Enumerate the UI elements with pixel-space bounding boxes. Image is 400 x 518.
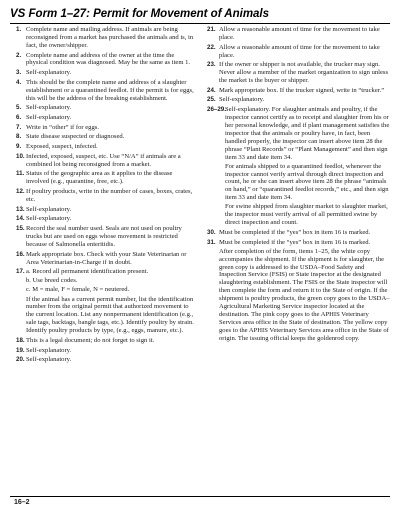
item-text: Status of the geographic area as it applies to the disease involved (e.g., quarantine, free, etc.). (26, 170, 173, 186)
item-text: If poultry products, write in the number of cases, boxes, crates, etc. (26, 188, 193, 203)
item-number: 17. (16, 268, 25, 276)
item-text: Self-explanatory. For slaughter animals and poultry, if the inspector cannot certify as to receipt and slaughter from his or her personal knowledge, and if plant management satisfies the inspector that the animals or poultry have, in fact, been handled properly, the inspector can insert above item 28 the phrase “Plant Records” or “Plant Management” and then sign item 33 and date item 34. (225, 106, 390, 161)
page-number: 16–2 (14, 499, 30, 506)
item-text: Self-explanatory. (26, 346, 72, 354)
instruction-item (16, 143, 197, 151)
page-footer (10, 496, 390, 506)
item-text: This should be the complete name and address of a slaughter establishment or a quarantined feedlot. If the permit is for eggs, this will be the address of the breaking establishment. (26, 78, 194, 102)
instruction-item (207, 229, 390, 237)
item-number: 12. (16, 188, 25, 196)
instruction-item (16, 104, 197, 112)
instruction-item (207, 106, 390, 227)
item-text: Complete name and address of the owner at the time the physical condition was diagnosed. May be the same as item 1. (26, 51, 191, 67)
footer-divider (10, 496, 390, 497)
instruction-item (16, 251, 197, 267)
page-title: VS Form 1–27: Permit for Movement of Animals (10, 8, 270, 20)
item-text: Allow a reasonable amount of time for the movement to take place. (219, 43, 380, 59)
item-number: 15. (16, 225, 25, 233)
item-number: 16. (16, 250, 25, 258)
instruction-item (207, 87, 390, 95)
item-text: c. M = male, F = female, N = neutered. (26, 286, 130, 294)
right-column (207, 26, 390, 344)
instruction-item (16, 356, 197, 364)
item-number: 25. (207, 96, 216, 104)
item-text: For swine shipped from slaughter market to slaughter market, the inspector must verify arrival of all permitted swine by direct inspection and count. (225, 203, 388, 227)
item-number: 13. (16, 205, 25, 213)
item-text: Allow a reasonable amount of time for the movement to take place. (219, 26, 380, 41)
instruction-item (207, 61, 390, 85)
instruction-item (16, 26, 197, 50)
item-text: Infected, exposed, suspect, etc. Use “N/A” if animals are a combined lot being reconsigned from a market. (26, 152, 181, 168)
item-text: a. Record all permanent identification present. (26, 268, 149, 276)
instruction-item (16, 114, 197, 122)
item-number: 5. (16, 104, 22, 112)
item-text: State disease suspected or diagnosed. (26, 133, 125, 141)
item-number: 21. (207, 26, 216, 33)
item-text: Self-explanatory. (26, 215, 72, 223)
instruction-item (207, 44, 390, 60)
item-text: Must be completed if the “yes” box in item 16 is marked. (219, 238, 371, 246)
item-number: 26–29. (207, 106, 226, 114)
item-number: 14. (16, 215, 25, 223)
item-text: Mark appropriate box. Check with your State Veterinarian or Area Veterinarian-in-Charge if in doubt. (26, 250, 187, 266)
item-text: Self-explanatory. (26, 205, 72, 213)
item-text: Self-explanatory. (26, 104, 72, 112)
item-number: 19. (16, 346, 25, 354)
item-number: 11. (16, 170, 25, 178)
header-divider (10, 23, 390, 24)
item-number: 31. (207, 238, 216, 246)
item-number: 9. (16, 143, 22, 151)
instruction-item (16, 188, 197, 204)
instruction-item (16, 124, 197, 132)
instruction-item (16, 153, 197, 169)
instruction-item (16, 337, 197, 345)
item-number: 23. (207, 61, 216, 69)
item-text: b. Use breed codes. (26, 277, 78, 285)
instruction-item (16, 133, 197, 141)
instruction-item (16, 268, 197, 335)
instruction-item (16, 170, 197, 186)
instruction-item (16, 69, 197, 77)
instruction-item (16, 206, 197, 214)
item-number: 18. (16, 336, 25, 344)
item-number: 2. (16, 51, 22, 59)
item-number: 7. (16, 123, 22, 131)
instruction-item (207, 96, 390, 104)
item-text: If the animal has a current permit number, list the identification number from the original permit that authorized movement to the current location. List any nonpermanent identification (e.g., sale tags, backtags, bangle tags, etc.). Identify poultry by strain. Identify poultry products by type, (e.g., eggs, manure, etc.). (26, 295, 194, 335)
item-text: Must be completed if the “yes” box in item 16 is marked. (219, 228, 371, 236)
left-column (16, 26, 197, 366)
instruction-item (16, 225, 197, 249)
instruction-item (16, 215, 197, 223)
item-number: 24. (207, 86, 216, 94)
item-text: Self-explanatory. (26, 356, 72, 364)
item-number: 6. (16, 114, 22, 122)
item-text: Write in “other” if for eggs. (26, 123, 99, 131)
item-text: Exposed, suspect, infected. (26, 143, 98, 151)
instruction-item (16, 52, 197, 68)
item-text: Self-explanatory. (219, 96, 265, 104)
item-text: Self-explanatory. (26, 69, 72, 77)
instruction-item (16, 79, 197, 103)
item-text: For animals shipped to a quarantined feedlot, whenever the inspector cannot verify arrival through direct inspection and count, he or she can insert above item 28 the phrase “animals on hand,” or “quarantined feedlot records,” etc., and then sign item 33 and date item 34. (225, 162, 389, 202)
item-text: After completion of the form, items 1–25, the white copy accompanies the shipment. If the shipment is for slaughter, the green copy is addressed to the USDA–Food Safety and Inspection Service (FSIS) or State inspector at the designated slaughtering establishment. The FSIS or the State inspector will then complete the form and return it to the State of origin. If the shipment is poultry products, the green copy goes to the USDA–Agricultural Marketing Service inspector located at the destination. The pink copy goes to the APHIS Veterinary Services area office in the State of destination. The yellow copy goes to the APHIS Veterinary Services area office in the State of origin. The issuing official keeps the goldenrod copy. (219, 247, 390, 342)
item-text: This is a legal document; do not forget to sign it. (26, 336, 155, 344)
page-header (10, 8, 390, 24)
item-text: Record the seal number used. Seals are not used on poultry trucks but are used on eggs whose movement is restricted because of Salmonella enteritidis. (26, 225, 182, 248)
item-number: 20. (16, 356, 25, 364)
item-text: Mark appropriate box. If the trucker signed, write in “trucker.” (219, 86, 385, 94)
item-number: 8. (16, 133, 22, 141)
item-number: 4. (16, 78, 22, 86)
item-text: Self-explanatory. (26, 114, 72, 122)
instruction-item (207, 26, 390, 42)
item-number: 1. (16, 26, 22, 33)
item-text: If the owner or shipper is not available, the trucker may sign. Never allow a member of the market organization to sign unless the market is the buyer or shipper. (219, 61, 389, 85)
item-number: 3. (16, 69, 22, 77)
instruction-item (207, 239, 390, 343)
item-number: 10. (16, 152, 25, 160)
item-number: 22. (207, 43, 216, 51)
item-number: 30. (207, 228, 216, 236)
item-text: Complete name and mailing address. If animals are being reconsigned from a market has purchased the animals and is, in fact, the owner/shipper. (26, 26, 194, 49)
instruction-item (16, 347, 197, 355)
